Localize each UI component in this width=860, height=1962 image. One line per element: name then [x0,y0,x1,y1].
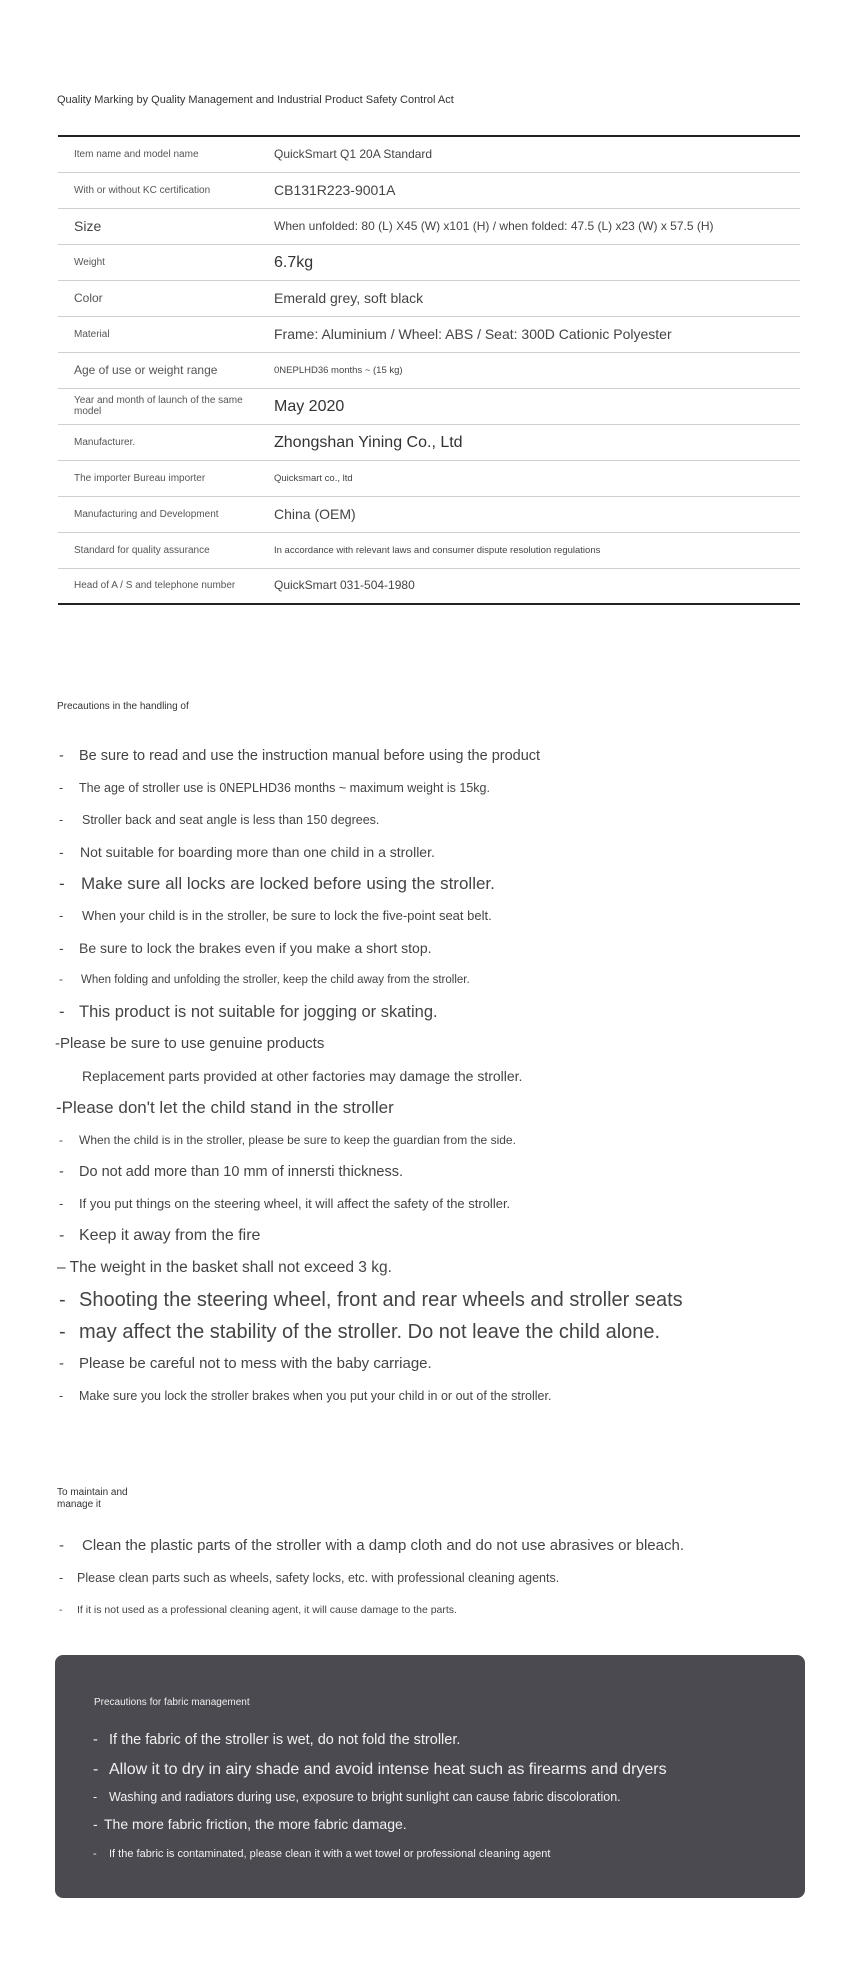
list-item: - Allow it to dry in airy shade and avoid intense heat such as firearms and dryers [93,1761,667,1778]
spec-value: Quicksmart co., ltd [274,472,353,484]
list-item: – The weight in the basket shall not exceed 3 kg. [57,1259,392,1276]
spec-table [58,135,800,605]
spec-label: Color [74,290,103,305]
spec-label: Size [74,217,102,234]
list-item: -Please don't let the child stand in the stroller [56,1098,394,1117]
list-item: - When the child is in the stroller, please be sure to keep the guardian from the side. [59,1133,516,1147]
list-item: - Be sure to lock the brakes even if you make a short stop. [59,940,432,956]
spec-label: With or without KC certification [74,184,211,196]
list-item: - Please be careful not to mess with the baby carriage. [59,1355,432,1372]
precautions-title: Precautions in the handling of [57,701,189,712]
precautions-list [57,740,817,1412]
table-row [58,460,800,496]
fabric-care-panel [55,1655,805,1898]
list-item: -Please be sure to use genuine products [55,1035,325,1052]
spec-label: The importer Bureau importer [74,472,206,484]
spec-value: Frame: Aluminium / Wheel: ABS / Seat: 300D Cationic Polyester [274,325,672,342]
table-row [58,568,800,604]
spec-label: Material [74,328,110,340]
fabric-list [93,1725,783,1869]
spec-value: May 2020 [274,397,345,415]
spec-value: CB131R223-9001A [274,181,396,198]
spec-value: QuickSmart Q1 20A Standard [274,146,433,161]
table-row [58,208,800,244]
spec-label: Manufacturing and Development [74,508,219,520]
spec-label: Head of A / S and telephone number [74,580,236,592]
table-row [58,496,800,532]
list-item: - Stroller back and seat angle is less than 150 degrees. [59,813,380,827]
list-item: - This product is not suitable for jogging or skating. [59,1003,438,1021]
table-row [58,244,800,280]
list-item: - If you put things on the steering wheel, it will affect the safety of the stroller. [59,1196,511,1211]
list-item: - The age of stroller use is 0NEPLHD36 months ~ maximum weight is 15kg. [59,781,490,795]
list-item: - When your child is in the stroller, be sure to lock the five-point seat belt. [59,908,492,923]
list-item: - Make sure you lock the stroller brakes when you put your child in or out of the stroller. [59,1389,552,1403]
spec-value: Zhongshan Yining Co., Ltd [274,433,463,451]
spec-label: Standard for quality assurance [74,544,210,556]
list-item: - Do not add more than 10 mm of innersti thickness. [59,1164,403,1180]
spec-label: Age of use or weight range [74,362,218,377]
list-item: - Not suitable for boarding more than one child in a stroller. [59,844,435,860]
list-item: - Clean the plastic parts of the stroller with a damp cloth and do not use abrasives or bleach. [59,1537,684,1554]
table-row [58,172,800,208]
list-item: - Make sure all locks are locked before using the stroller. [59,874,495,893]
list-item: Replacement parts provided at other factories may damage the stroller. [82,1068,523,1084]
spec-value: 0NEPLHD36 months ~ (15 kg) [274,364,403,376]
table-row [58,136,800,172]
list-item: - When folding and unfolding the stroller, keep the child away from the stroller. [59,974,470,986]
spec-label: Manufacturer. [74,436,136,448]
spec-value: China (OEM) [274,505,356,522]
spec-value: Emerald grey, soft black [274,289,424,306]
table-row [58,352,800,388]
list-item: - Washing and radiators during use, exposure to bright sunlight can cause fabric discoloration. [93,1790,621,1804]
list-item: - Keep it away from the fire [59,1227,261,1244]
fabric-title: Precautions for fabric management [94,1697,250,1708]
list-item: - If it is not used as a professional cleaning agent, it will cause damage to the parts. [59,1604,457,1616]
spec-label: Item name and model name [74,148,199,160]
maintenance-title: To maintain and manage it [57,1487,128,1510]
spec-value: In accordance with relevant laws and consumer dispute resolution regulations [274,544,601,556]
table-row [58,280,800,316]
table-row [58,316,800,352]
list-item: - If the fabric of the stroller is wet, do not fold the stroller. [93,1732,461,1748]
list-item: - may affect the stability of the stroller. Do not leave the child alone. [59,1321,661,1343]
table-row [58,532,800,568]
table-row [58,424,800,460]
list-item: - Be sure to read and use the instruction manual before using the product [59,748,541,764]
list-item: - Shooting the steering wheel, front and rear wheels and stroller seats [59,1289,683,1311]
list-item: - Please clean parts such as wheels, safety locks, etc. with professional cleaning agents. [59,1571,560,1585]
spec-value: 6.7kg [274,253,314,271]
spec-label: Year and month of launch of the same model [74,395,243,417]
list-item: - If the fabric is contaminated, please clean it with a wet towel or professional cleaning agent [93,1848,551,1860]
spec-value: QuickSmart 031-504-1980 [274,578,415,593]
list-item: - The more fabric friction, the more fabric damage. [93,1816,407,1832]
page-title: Quality Marking by Quality Management and Industrial Product Safety Control Act [57,94,454,106]
maintenance-list [57,1530,817,1626]
spec-label: Weight [74,256,105,268]
table-row [58,388,800,424]
spec-value: When unfolded: 80 (L) X45 (W) x101 (H) / when folded: 47.5 (L) x23 (W) x 57.5 (H) [274,218,714,233]
